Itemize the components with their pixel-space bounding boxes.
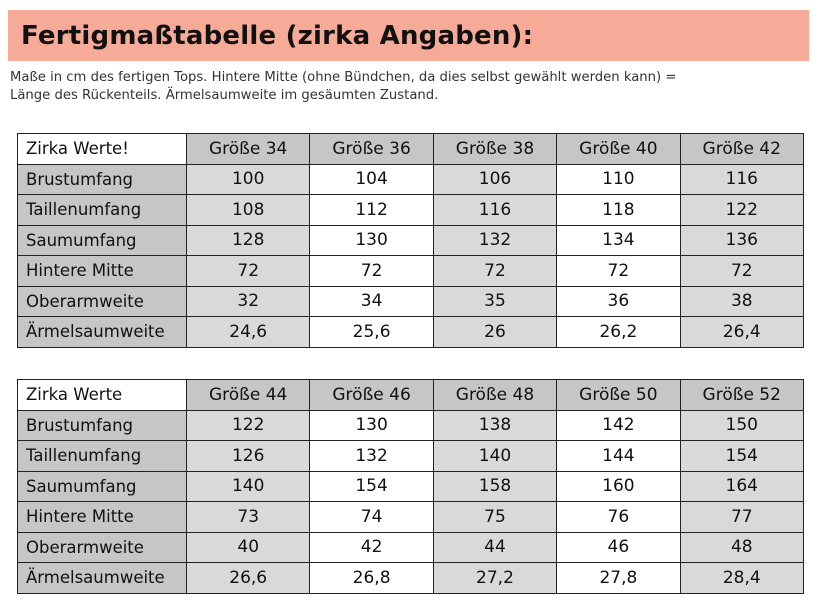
- table-row: [18, 441, 804, 472]
- measurement-label: Taillenumfang: [18, 441, 187, 472]
- measurement-label: Hintere Mitte: [18, 256, 187, 287]
- title-banner: [8, 10, 809, 61]
- table-row: [18, 286, 804, 317]
- measurement-value: 126: [187, 441, 310, 472]
- measurement-value: 130: [310, 410, 433, 441]
- measurement-value: 72: [680, 256, 803, 287]
- measurement-value: 48: [680, 532, 803, 563]
- measurement-value: 72: [557, 256, 680, 287]
- measurement-value: 100: [187, 164, 310, 195]
- note-line-1: Maße in cm des fertigen Tops. Hintere Mitte (ohne Bündchen, da dies selbst gewählt werden kann) =: [10, 70, 677, 85]
- measurement-value: 26,8: [310, 563, 433, 594]
- size-table-2: [17, 379, 804, 594]
- measurement-value: 132: [310, 441, 433, 472]
- measurement-value: 72: [187, 256, 310, 287]
- measurement-value: 130: [310, 225, 433, 256]
- measurement-value: 112: [310, 195, 433, 226]
- measurement-label: Ärmelsaumweite: [18, 563, 187, 594]
- measurement-label: Ärmelsaumweite: [18, 317, 187, 348]
- table-row: [18, 225, 804, 256]
- size-column-header: Größe 42: [680, 134, 803, 165]
- measurement-value: 36: [557, 286, 680, 317]
- measurement-value: 160: [557, 471, 680, 502]
- size-column-header: Größe 50: [557, 380, 680, 411]
- measurement-label: Brustumfang: [18, 410, 187, 441]
- measurement-label: Hintere Mitte: [18, 502, 187, 533]
- measurement-value: 26,2: [557, 317, 680, 348]
- size-column-header: Größe 52: [680, 380, 803, 411]
- measurement-value: 44: [433, 532, 556, 563]
- measurement-value: 108: [187, 195, 310, 226]
- measurement-value: 34: [310, 286, 433, 317]
- page-title: Fertigmaßtabelle (zirka Angaben):: [21, 20, 534, 51]
- measurement-value: 38: [680, 286, 803, 317]
- measurement-label: Brustumfang: [18, 164, 187, 195]
- note-line-2: Länge des Rückenteils. Ärmelsaumweite im gesäumten Zustand.: [10, 88, 439, 103]
- measurement-value: 27,2: [433, 563, 556, 594]
- table-row: [18, 164, 804, 195]
- table-row: [18, 256, 804, 287]
- measurement-label: Saumumfang: [18, 225, 187, 256]
- measurement-value: 73: [187, 502, 310, 533]
- measurement-value: 128: [187, 225, 310, 256]
- size-column-header: Größe 36: [310, 134, 433, 165]
- measurement-value: 134: [557, 225, 680, 256]
- measurement-value: 42: [310, 532, 433, 563]
- measurement-value: 140: [433, 441, 556, 472]
- measurement-value: 24,6: [187, 317, 310, 348]
- measurement-value: 122: [680, 195, 803, 226]
- measurement-value: 116: [680, 164, 803, 195]
- table-row: [18, 410, 804, 441]
- measurement-label: Oberarmweite: [18, 286, 187, 317]
- measurement-label: Taillenumfang: [18, 195, 187, 226]
- measurement-value: 40: [187, 532, 310, 563]
- measurement-value: 154: [310, 471, 433, 502]
- measurement-value: 28,4: [680, 563, 803, 594]
- measurement-value: 74: [310, 502, 433, 533]
- measurement-value: 140: [187, 471, 310, 502]
- size-column-header: Größe 38: [433, 134, 556, 165]
- measurement-value: 116: [433, 195, 556, 226]
- measurement-value: 136: [680, 225, 803, 256]
- measurement-value: 122: [187, 410, 310, 441]
- table-row: [18, 563, 804, 594]
- measurement-value: 46: [557, 532, 680, 563]
- table-corner-label: Zirka Werte!: [18, 134, 187, 165]
- table-row: [18, 195, 804, 226]
- table-corner-label: Zirka Werte: [18, 380, 187, 411]
- measurement-value: 154: [680, 441, 803, 472]
- measurement-value: 26,6: [187, 563, 310, 594]
- measurement-value: 118: [557, 195, 680, 226]
- measurement-value: 77: [680, 502, 803, 533]
- measurement-value: 72: [433, 256, 556, 287]
- size-column-header: Größe 46: [310, 380, 433, 411]
- measurement-value: 138: [433, 410, 556, 441]
- measurement-value: 35: [433, 286, 556, 317]
- table-row: [18, 317, 804, 348]
- measurement-value: 132: [433, 225, 556, 256]
- table-row: [18, 502, 804, 533]
- table-row: [18, 532, 804, 563]
- measurement-value: 110: [557, 164, 680, 195]
- size-column-header: Größe 48: [433, 380, 556, 411]
- measurement-value: 142: [557, 410, 680, 441]
- measurement-value: 106: [433, 164, 556, 195]
- size-column-header: Größe 40: [557, 134, 680, 165]
- measurement-value: 25,6: [310, 317, 433, 348]
- measurement-value: 76: [557, 502, 680, 533]
- measurement-value: 104: [310, 164, 433, 195]
- size-table-1: [17, 133, 804, 348]
- table-row: [18, 471, 804, 502]
- measurement-value: 150: [680, 410, 803, 441]
- measurement-value: 26: [433, 317, 556, 348]
- measurement-label: Saumumfang: [18, 471, 187, 502]
- measurement-label: Oberarmweite: [18, 532, 187, 563]
- size-column-header: Größe 34: [187, 134, 310, 165]
- measurement-value: 32: [187, 286, 310, 317]
- table-header-row: [18, 380, 804, 411]
- table-header-row: [18, 134, 804, 165]
- measurement-value: 27,8: [557, 563, 680, 594]
- size-column-header: Größe 44: [187, 380, 310, 411]
- measurement-value: 164: [680, 471, 803, 502]
- measurement-value: 75: [433, 502, 556, 533]
- measurement-value: 26,4: [680, 317, 803, 348]
- description-note: [10, 69, 810, 105]
- measurement-value: 144: [557, 441, 680, 472]
- measurement-value: 158: [433, 471, 556, 502]
- measurement-value: 72: [310, 256, 433, 287]
